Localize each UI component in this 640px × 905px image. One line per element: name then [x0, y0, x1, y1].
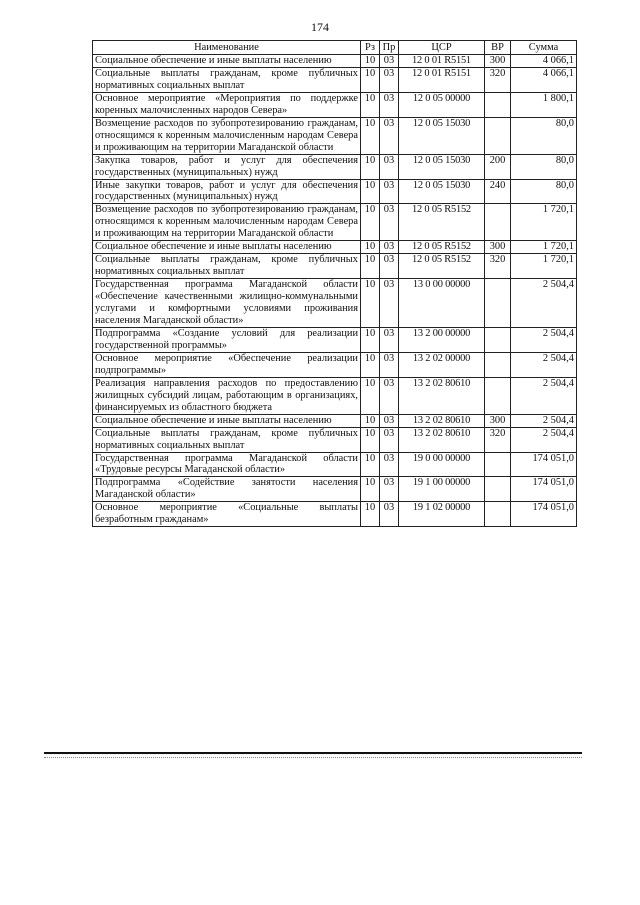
table-row [93, 452, 577, 477]
cell-rz: 10 [361, 92, 380, 117]
cell-pr: 03 [380, 477, 399, 502]
cell-rz: 10 [361, 477, 380, 502]
cell-vr [485, 502, 511, 527]
cell-pr: 03 [380, 327, 399, 352]
cell-pr: 03 [380, 427, 399, 452]
cell-csr: 12 0 05 R5152 [399, 254, 485, 279]
cell-pr: 03 [380, 279, 399, 328]
cell-rz: 10 [361, 55, 380, 68]
cell-sum: 80,0 [511, 154, 577, 179]
cell-name: Реализация направления расходов по предоставлению жилищных субсидий лицам, работающим в организациях, финансируемых из областного бюджета [93, 377, 361, 414]
cell-csr: 13 2 02 80610 [399, 377, 485, 414]
cell-csr: 13 0 00 00000 [399, 279, 485, 328]
cell-name: Социальное обеспечение и иные выплаты населению [93, 241, 361, 254]
cell-rz: 10 [361, 327, 380, 352]
cell-rz: 10 [361, 67, 380, 92]
table-body [93, 55, 577, 527]
cell-vr [485, 279, 511, 328]
cell-vr [485, 352, 511, 377]
cell-name: Социальное обеспечение и иные выплаты населению [93, 55, 361, 68]
cell-vr: 320 [485, 67, 511, 92]
cell-rz: 10 [361, 377, 380, 414]
cell-name: Социальные выплаты гражданам, кроме публичных нормативных социальных выплат [93, 254, 361, 279]
table-row [93, 352, 577, 377]
cell-sum: 1 800,1 [511, 92, 577, 117]
cell-csr: 19 1 02 00000 [399, 502, 485, 527]
cell-name: Закупка товаров, работ и услуг для обеспечения государственных (муниципальных) нужд [93, 154, 361, 179]
cell-pr: 03 [380, 241, 399, 254]
cell-vr: 320 [485, 254, 511, 279]
cell-vr: 240 [485, 179, 511, 204]
cell-sum: 4 066,1 [511, 67, 577, 92]
cell-vr: 300 [485, 55, 511, 68]
cell-name: Социальное обеспечение и иные выплаты населению [93, 414, 361, 427]
cell-csr: 13 2 00 00000 [399, 327, 485, 352]
cell-vr: 200 [485, 154, 511, 179]
header-vr: ВР [485, 41, 511, 55]
cell-name: Подпрограмма «Создание условий для реализации государственной программы» [93, 327, 361, 352]
cell-sum: 174 051,0 [511, 502, 577, 527]
cell-sum: 4 066,1 [511, 55, 577, 68]
cell-csr: 12 0 05 R5152 [399, 241, 485, 254]
cell-sum: 1 720,1 [511, 241, 577, 254]
cell-rz: 10 [361, 427, 380, 452]
table-row [93, 254, 577, 279]
cell-name: Государственная программа Магаданской области «Обеспечение качественными жилищно-коммунальными услугами и комфортными условиями проживания населения Магаданской области» [93, 279, 361, 328]
header-csr: ЦСР [399, 41, 485, 55]
table-row [93, 67, 577, 92]
header-rz: Рз [361, 41, 380, 55]
cell-pr: 03 [380, 92, 399, 117]
cell-vr [485, 204, 511, 241]
table-row [93, 327, 577, 352]
cell-rz: 10 [361, 204, 380, 241]
cell-rz: 10 [361, 279, 380, 328]
cell-pr: 03 [380, 204, 399, 241]
cell-vr [485, 452, 511, 477]
cell-name: Иные закупки товаров, работ и услуг для обеспечения государственных (муниципальных) нужд [93, 179, 361, 204]
cell-name: Основное мероприятие «Обеспечение реализации подпрограммы» [93, 352, 361, 377]
table-row [93, 55, 577, 68]
header-name: Наименование [93, 41, 361, 55]
header-sum: Сумма [511, 41, 577, 55]
cell-vr [485, 92, 511, 117]
page-number: 174 [311, 20, 329, 34]
table-header-row [93, 41, 577, 55]
cell-name: Государственная программа Магаданской области «Трудовые ресурсы Магаданской области» [93, 452, 361, 477]
cell-name: Социальные выплаты гражданам, кроме публичных нормативных социальных выплат [93, 67, 361, 92]
table-row [93, 204, 577, 241]
table-row [93, 502, 577, 527]
table-row [93, 117, 577, 154]
cell-pr: 03 [380, 254, 399, 279]
cell-rz: 10 [361, 352, 380, 377]
cell-rz: 10 [361, 241, 380, 254]
cell-name: Возмещение расходов по зубопротезированию гражданам, относящимся к коренным малочисленным народам Севера и проживающим на территории Магаданской области [93, 204, 361, 241]
cell-pr: 03 [380, 67, 399, 92]
cell-pr: 03 [380, 55, 399, 68]
cell-rz: 10 [361, 179, 380, 204]
cell-pr: 03 [380, 352, 399, 377]
footer-divider-thin [44, 757, 582, 758]
cell-vr [485, 327, 511, 352]
cell-rz: 10 [361, 414, 380, 427]
cell-vr [485, 377, 511, 414]
table-row [93, 427, 577, 452]
cell-csr: 13 2 02 80610 [399, 427, 485, 452]
cell-sum: 1 720,1 [511, 204, 577, 241]
table-row [93, 92, 577, 117]
cell-sum: 2 504,4 [511, 327, 577, 352]
cell-name: Основное мероприятие «Социальные выплаты безработным гражданам» [93, 502, 361, 527]
cell-sum: 2 504,4 [511, 377, 577, 414]
cell-pr: 03 [380, 452, 399, 477]
cell-csr: 19 1 00 00000 [399, 477, 485, 502]
cell-sum: 174 051,0 [511, 452, 577, 477]
cell-pr: 03 [380, 414, 399, 427]
cell-csr: 12 0 05 R5152 [399, 204, 485, 241]
cell-csr: 12 0 01 R5151 [399, 67, 485, 92]
cell-sum: 174 051,0 [511, 477, 577, 502]
cell-sum: 2 504,4 [511, 427, 577, 452]
cell-name: Основное мероприятие «Мероприятия по поддержке коренных малочисленных народов Севера» [93, 92, 361, 117]
cell-sum: 1 720,1 [511, 254, 577, 279]
cell-rz: 10 [361, 117, 380, 154]
cell-pr: 03 [380, 502, 399, 527]
cell-pr: 03 [380, 377, 399, 414]
table-row [93, 154, 577, 179]
cell-csr: 12 0 05 15030 [399, 154, 485, 179]
cell-csr: 13 2 02 00000 [399, 352, 485, 377]
table-row [93, 279, 577, 328]
table-row [93, 414, 577, 427]
cell-csr: 12 0 01 R5151 [399, 55, 485, 68]
cell-vr: 300 [485, 414, 511, 427]
cell-pr: 03 [380, 154, 399, 179]
cell-pr: 03 [380, 179, 399, 204]
cell-vr: 300 [485, 241, 511, 254]
cell-name: Возмещение расходов по зубопротезированию гражданам, относящимся к коренным малочисленным народам Севера и проживающим на территории Магаданской области [93, 117, 361, 154]
budget-table [92, 40, 577, 527]
cell-csr: 19 0 00 00000 [399, 452, 485, 477]
footer-divider [44, 752, 582, 754]
table-row [93, 377, 577, 414]
cell-rz: 10 [361, 452, 380, 477]
table-row [93, 179, 577, 204]
cell-rz: 10 [361, 254, 380, 279]
cell-csr: 12 0 05 15030 [399, 179, 485, 204]
cell-sum: 2 504,4 [511, 279, 577, 328]
cell-sum: 2 504,4 [511, 352, 577, 377]
cell-vr [485, 117, 511, 154]
cell-pr: 03 [380, 117, 399, 154]
cell-csr: 12 0 05 00000 [399, 92, 485, 117]
header-pr: Пр [380, 41, 399, 55]
cell-name: Социальные выплаты гражданам, кроме публичных нормативных социальных выплат [93, 427, 361, 452]
table-row [93, 477, 577, 502]
cell-rz: 10 [361, 502, 380, 527]
cell-sum: 2 504,4 [511, 414, 577, 427]
cell-csr: 12 0 05 15030 [399, 117, 485, 154]
cell-sum: 80,0 [511, 117, 577, 154]
table-row [93, 241, 577, 254]
cell-vr [485, 477, 511, 502]
cell-csr: 13 2 02 80610 [399, 414, 485, 427]
cell-rz: 10 [361, 154, 380, 179]
cell-vr: 320 [485, 427, 511, 452]
cell-name: Подпрограмма «Содействие занятости населения Магаданской области» [93, 477, 361, 502]
cell-sum: 80,0 [511, 179, 577, 204]
